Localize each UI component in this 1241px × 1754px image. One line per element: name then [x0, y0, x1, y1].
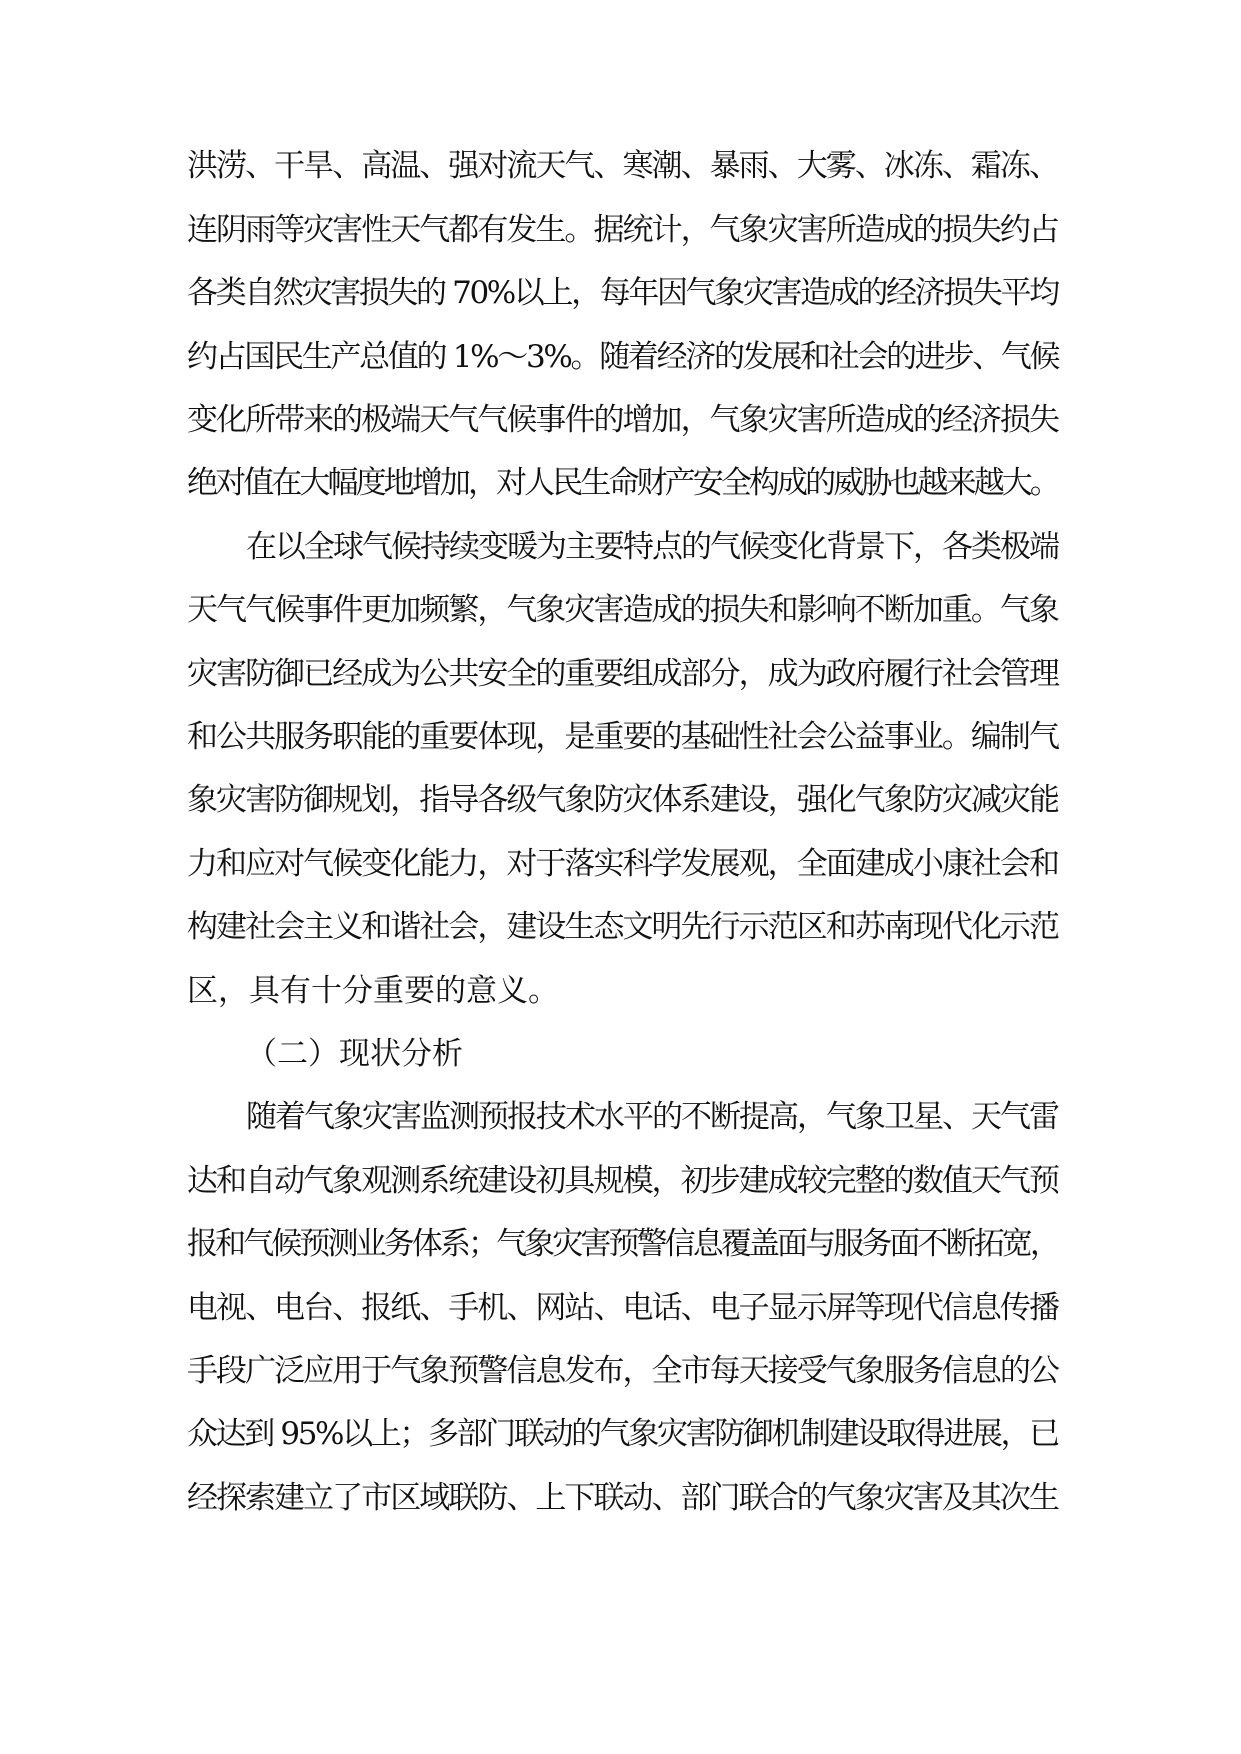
text-line-2: 连阴雨等灾害性天气都有发生。据统计，气象灾害所造成的损失约占 [187, 212, 1058, 248]
text-line-13: 构建社会主义和谐社会，建设生态文明先行示范区和苏南现代化示范 [187, 909, 1058, 945]
paragraph-3-line-1: 随着气象灾害监测预报技术水平的不断提高，气象卫星、天气雷 [246, 1099, 1058, 1135]
text-line-6: 绝对值在大幅度地增加，对人民生命财产安全构成的威胁也越来越大。 [187, 465, 1058, 501]
text-line-11: 象灾害防御规划，指导各级气象防灾体系建设，强化气象防灾减灾能 [187, 782, 1058, 818]
text-line-4: 约占国民生产总值的 1%～3%。随着经济的发展和社会的进步、气候 [187, 339, 1059, 375]
text-line-17: 达和自动气象观测系统建设初具规模，初步建成较完整的数值天气预 [187, 1163, 1058, 1199]
section-heading: （二）现状分析 [246, 1036, 463, 1072]
text-line-22: 经探索建立了市区域联防、上下联动、部门联合的气象灾害及其次生 [187, 1480, 1058, 1516]
text-line-21: 众达到 95%以上；多部门联动的气象灾害防御机制建设取得进展，已 [187, 1416, 1058, 1452]
paragraph-2-line-1: 在以全球气候持续变暖为主要特点的气候变化背景下，各类极端 [246, 529, 1058, 565]
text-line-5: 变化所带来的极端天气气候事件的增加，气象灾害所造成的经济损失 [187, 402, 1058, 438]
text-line-8: 天气气候事件更加频繁，气象灾害造成的损失和影响不断加重。气象 [187, 592, 1058, 628]
text-line-20: 手段广泛应用于气象预警信息发布，全市每天接受气象服务信息的公 [187, 1353, 1058, 1389]
text-line-18: 报和气候预测业务体系；气象灾害预警信息覆盖面与服务面不断拓宽， [187, 1226, 1058, 1262]
text-line-14: 区，具有十分重要的意义。 [187, 973, 559, 1009]
text-line-19: 电视、电台、报纸、手机、网站、电话、电子显示屏等现代信息传播 [187, 1290, 1058, 1326]
text-line-1: 洪涝、干旱、高温、强对流天气、寒潮、暴雨、大雾、冰冻、霜冻、 [187, 148, 1058, 184]
text-line-3: 各类自然灾害损失的 70%以上，每年因气象灾害造成的经济损失平均 [187, 275, 1058, 311]
text-line-9: 灾害防御已经成为公共安全的重要组成部分，成为政府履行社会管理 [187, 656, 1058, 692]
text-line-10: 和公共服务职能的重要体现，是重要的基础性社会公益事业。编制气 [187, 719, 1058, 755]
text-line-12: 力和应对气候变化能力，对于落实科学发展观，全面建成小康社会和 [187, 846, 1058, 882]
